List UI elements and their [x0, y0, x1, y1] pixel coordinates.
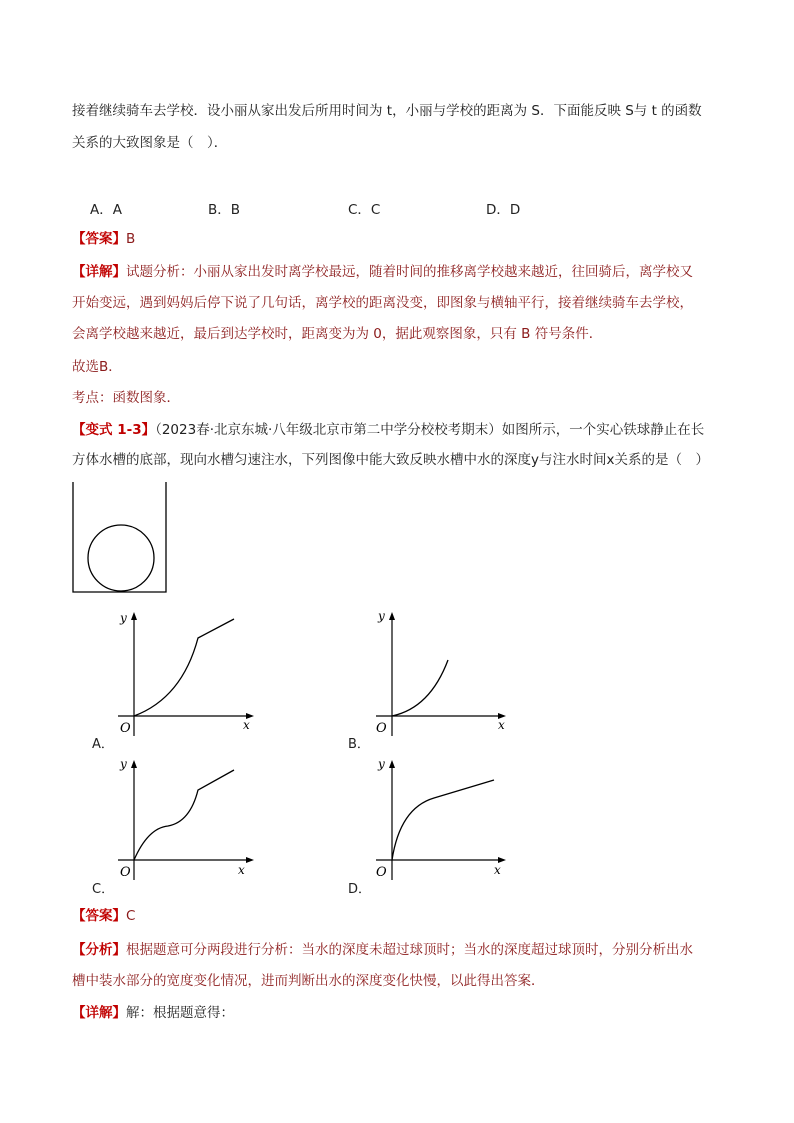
q1-option-d: D．D [486, 202, 521, 218]
axis-y-label: y [120, 611, 127, 625]
q2-detail [72, 1003, 234, 1023]
origin-label: O [120, 865, 131, 880]
graph-c [112, 756, 262, 886]
q2-analysis-line2: 槽中装水部分的宽度变化情况，进而判断出水的深度变化快慢，以此得出答案． [72, 973, 545, 989]
q2-text-line1 [72, 420, 704, 440]
axis-x-label: x [498, 718, 505, 732]
answer-tag: 【答案】 [72, 908, 126, 924]
graph-b [370, 608, 520, 738]
q1-kaodian: 考点：函数图象． [72, 390, 180, 406]
answer-tag: 【答案】 [72, 231, 126, 247]
graph-a-label: A． [92, 737, 114, 752]
graph-a [112, 608, 262, 738]
origin-label: O [376, 721, 387, 736]
variant-tag: 【变式 1-3】 [72, 422, 156, 438]
q2-text-line2: 方体水槽的底部，现向水槽匀速注水，下列图像中能大致反映水槽中水的深度y与注水时间x关系的是（ ） [72, 452, 709, 468]
graph-d-label: D． [348, 882, 372, 897]
detail-tag: 【详解】 [72, 264, 126, 280]
graph-c-label: C． [92, 882, 115, 897]
axis-y-label: y [378, 757, 385, 771]
axis-x-label: x [243, 718, 250, 732]
q2-analysis-line1 [72, 940, 693, 960]
analysis-tag: 【分析】 [72, 942, 126, 958]
q1-option-a: A．A [90, 202, 122, 218]
axis-x-label: x [494, 863, 501, 877]
answer-value: C [126, 908, 136, 924]
q1-option-c: C．C [348, 202, 381, 218]
axis-y-label: y [120, 757, 127, 771]
axis-y-label: y [378, 609, 385, 623]
detail-text: 试题分析：小丽从家出发时离学校最远，随着时间的推移离学校越来越近，往回骑后，离学校又 [126, 264, 693, 280]
detail-tag: 【详解】 [72, 1005, 126, 1021]
origin-label: O [376, 865, 387, 880]
tank-ball-figure [70, 480, 170, 595]
q1-detail-line2: 开始变远，遇到妈妈后停下说了几句话，离学校的距离没变，即图象与横轴平行，接着继续骑车去学校， [72, 295, 693, 311]
q2-answer [72, 906, 135, 926]
q1-detail-line3: 会离学校越来越近，最后到达学校时，距离变为为 0，据此观察图象，只有 B 符号条件． [72, 326, 603, 342]
graph-d [370, 756, 520, 886]
q1-answer [72, 229, 135, 249]
answer-value: B [126, 231, 136, 247]
q1-detail-line1 [72, 262, 693, 282]
q1-text-line1: 接着继续骑车去学校．设小丽从家出发后所用时间为 t，小丽与学校的距离为 S．下面能反映 S与 t 的函数 [72, 103, 702, 119]
q1-text-line2: 关系的大致图象是（ ）． [72, 135, 228, 151]
q1-option-b: B．B [208, 202, 241, 218]
q2-stem: （2023春·北京东城·八年级北京市第二中学分校校考期末）如图所示，一个实心铁球静止在长 [155, 422, 705, 438]
origin-label: O [120, 721, 131, 736]
analysis-text: 根据题意可分两段进行分析：当水的深度未超过球顶时；当水的深度超过球顶时，分别分析出水 [126, 942, 693, 958]
q1-choose: 故选B． [72, 359, 122, 375]
detail-text: 解：根据题意得： [126, 1005, 234, 1021]
graph-b-label: B． [348, 737, 370, 752]
axis-x-label: x [238, 863, 245, 877]
